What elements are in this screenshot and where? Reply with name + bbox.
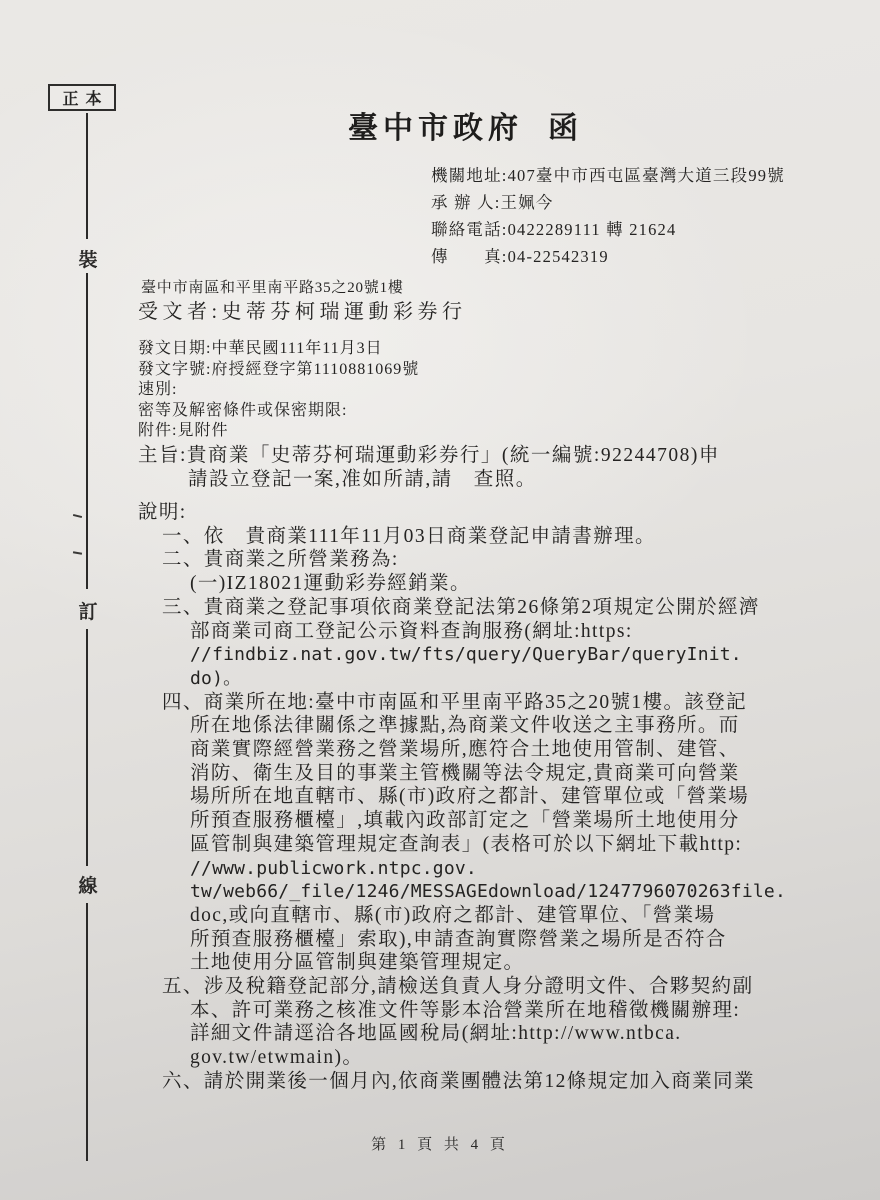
subject-line: 主旨:貴商業「史蒂芬柯瑞運動彩券行」(統一編號:92244708)申 [138,445,720,466]
binding-mark-zhuang: 裝 [78,250,98,271]
explanation-line: 所在地係法律關係之準據點,為商業文件收送之主事務所。而 [190,715,740,737]
copy-type-stamp [48,84,116,111]
explanation-line: 所預查服務櫃檯」,填載內政部訂定之「營業場所土地使用分 [190,810,740,832]
explanation-line: 說明: [138,502,187,523]
copy-type-label: 正本 [62,91,109,108]
explanation-line: 六、請於開業後一個月內,依商業團體法第12條規定加入商業同業 [162,1070,755,1092]
explanation-line: tw/web66/_file/1246/MESSAGEdownload/1247796070263file. [190,881,786,903]
agency-contact-row: 機關地址:407臺中市西屯區臺灣大道三段99號 [431,166,785,185]
explanation-line: gov.tw/etwmain)。 [190,1047,364,1069]
explanation-line: 消防、衛生及目的事業主管機關等法令規定,貴商業可向營業 [190,762,740,784]
binding-mark-xian: 線 [78,876,98,897]
binding-line-segment [86,113,88,239]
recipient-address: 臺中市南區和平里南平路35之20號1樓 [141,280,404,296]
explanation-line: 四、商業所在地:臺中市南區和平里南平路35之20號1樓。該登記 [162,691,748,713]
binding-tick-mark [73,514,82,518]
explanation-line: 土地使用分區管制與建築管理規定。 [190,952,525,974]
explanation-line: 場所所在地直轄市、縣(市)政府之都計、建管單位或「營業場 [190,786,750,808]
page-number-footer: 第 1 頁 共 4 頁 [371,1137,509,1153]
explanation-line: 一、依 貴商業111年11月03日商業登記申請書辦理。 [162,525,656,547]
subject-line: 請設立登記一案,准如所請,請 查照。 [188,468,537,490]
dispatch-meta-row: 發文字號:府授經登字第1110881069號 [138,360,420,378]
explanation-line: 部商業司商工登記公示資料查詢服務(網址:https: [190,620,633,642]
recipient-line: 受文者:史蒂芬柯瑞運動彩券行 [138,301,467,323]
dispatch-meta-row: 速別: [138,381,178,398]
explanation-line: 本、許可業務之核准文件等影本洽營業所在地稽徵機關辦理: [190,999,741,1021]
agency-contact-block [431,162,785,270]
binding-tick-mark [73,551,82,555]
explanation-line: 二、貴商業之所營業務為: [162,549,399,571]
binding-line-segment [86,629,88,866]
explanation-line: 詳細文件請逕洽各地區國稅局(網址:http://www.ntbca. [190,1023,682,1045]
agency-contact-row: 傳 真:04-22542319 [431,247,609,266]
explanation-line: 三、貴商業之登記事項依商業登記法第26條第2項規定公開於經濟 [162,596,760,618]
explanation-line: //www.publicwork.ntpc.gov. [190,857,477,879]
document-title: 臺中市政府 函 [348,112,583,145]
explanation-line: 所預查服務櫃檯」索取),申請查詢實際營業之場所是否符合 [190,928,727,950]
explanation-line: 商業實際經營業務之營業場所,應符合土地使用管制、建管、 [190,739,740,761]
dispatch-meta-block [138,339,419,442]
explanation-line: 五、涉及稅籍登記部分,請檢送負責人身分證明文件、合夥契約副 [162,976,754,998]
dispatch-meta-row: 附件:見附件 [138,422,229,439]
agency-contact-row: 聯絡電話:0422289111 轉 21624 [431,220,677,239]
binding-line-segment [86,273,88,589]
dispatch-meta-row: 密等及解密條件或保密期限: [138,401,348,419]
subject-block [138,444,720,491]
agency-contact-row: 承 辦 人:王姵今 [431,193,554,212]
explanation-block [138,501,786,1094]
explanation-line: do)。 [190,667,242,689]
explanation-line: //findbiz.nat.gov.tw/fts/query/QueryBar/queryInit. [190,644,742,666]
binding-mark-ding: 訂 [78,602,98,623]
explanation-line: 區管制與建築管理規定查詢表」(表格可於以下網址下載http: [190,833,743,855]
dispatch-meta-row: 發文日期:中華民國111年11月3日 [138,340,383,357]
explanation-line: (一)IZ18021運動彩券經銷業。 [190,573,471,595]
explanation-line: doc,或向直轄市、縣(市)政府之都計、建管單位、「營業場 [190,904,716,926]
binding-line-segment [86,903,88,1161]
